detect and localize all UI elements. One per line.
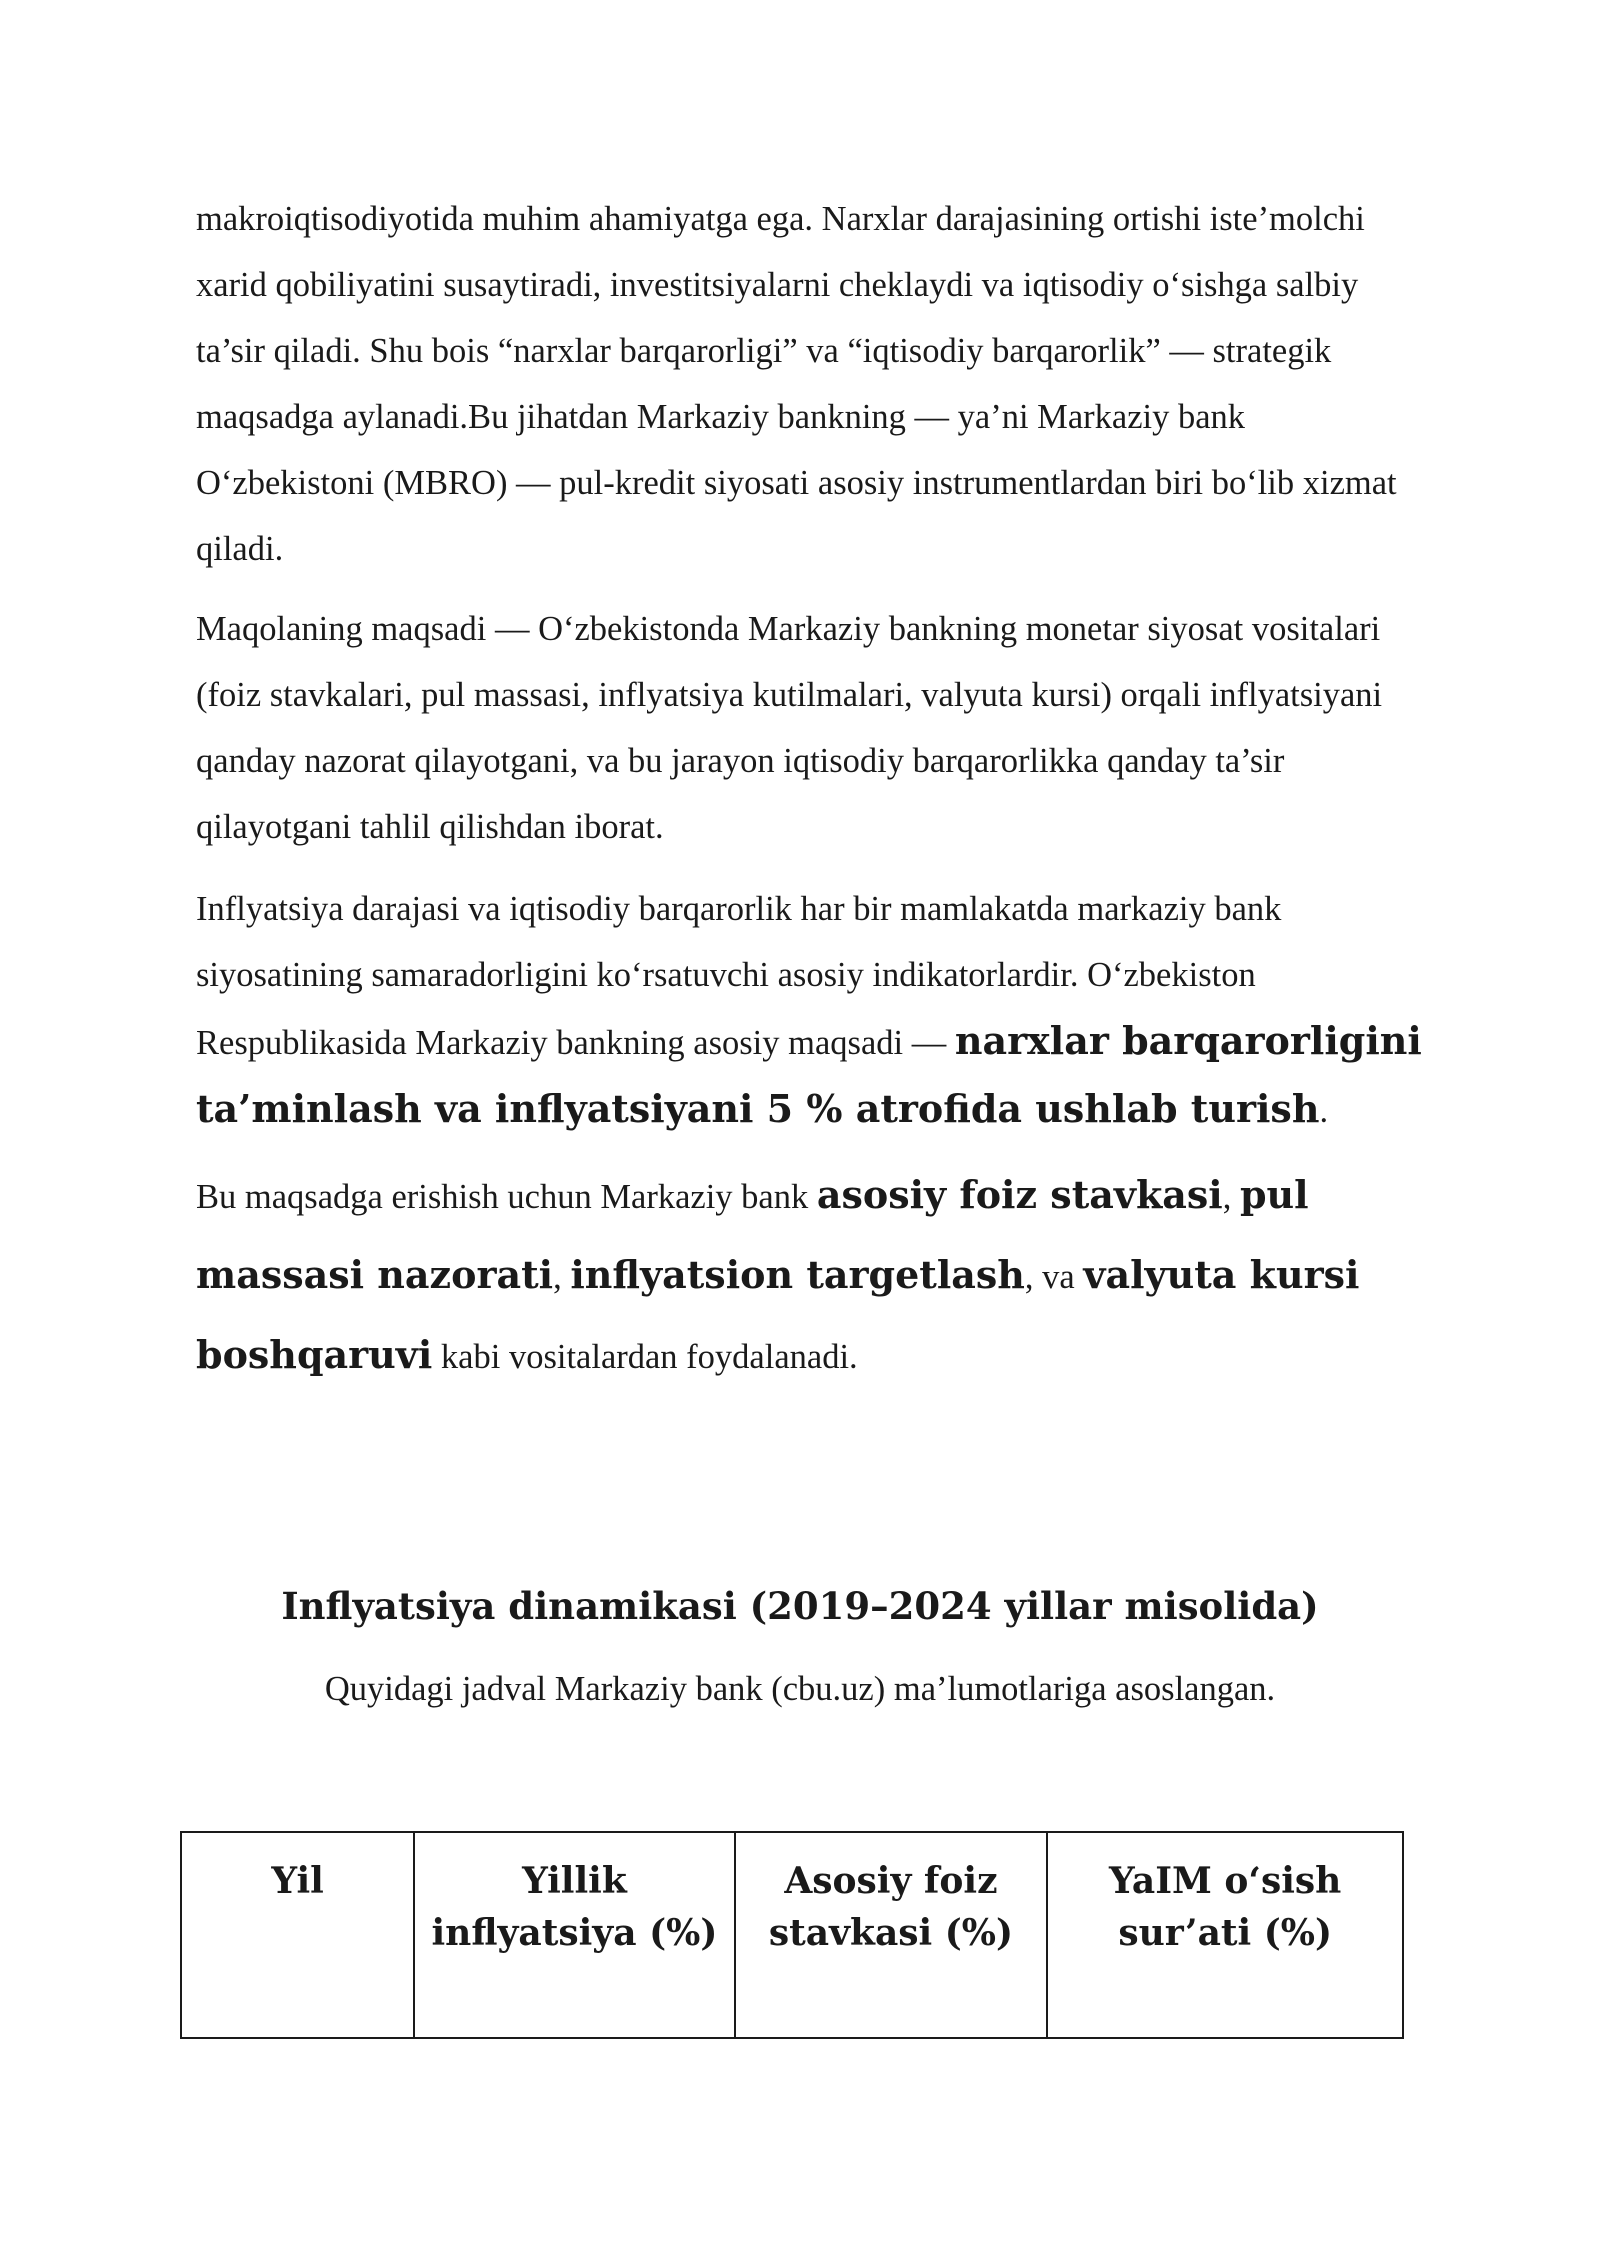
instrument-money-supply: pul massasi nazorati: [196, 1172, 1309, 1297]
inflation-table: [180, 1831, 1404, 2039]
instrument-policy-rate: asosiy foiz stavkasi: [816, 1172, 1223, 1217]
paragraph-indicators-end: .: [1319, 1092, 1329, 1130]
document-body: [196, 186, 1426, 1412]
instruments-sep-1: ,: [1222, 1178, 1240, 1216]
column-header-year: Yil: [181, 1832, 414, 2038]
paragraph-indicators: [196, 876, 1426, 1144]
section-title: Inflyatsiya dinamikasi (2019–2024 yillar misolida): [281, 1584, 1319, 1628]
instruments-sep-2: ,: [553, 1258, 571, 1296]
instruments-sep-3: , va: [1024, 1258, 1084, 1296]
paragraph-indicators-emphasis: narxlar barqarorligini ta’minlash va inflyatsiyani 5 % atrofida ushlab turish: [196, 1018, 1422, 1131]
paragraph-purpose: Maqolaning maqsadi — O‘zbekistonda Markaziy bankning monetar siyosat vositalari (foiz stavkalari, pul massasi, inflyatsiya kutilmalari, valyuta kursi) orqali inflyatsiyani qanday nazorat qilayotgani, va bu jarayon iqtisodiy barqarorlikka qanday ta’sir qilayotgani tahlil qilishdan iborat.: [196, 610, 1383, 846]
column-header-policy-rate: Asosiy foiz stavkasi (%): [735, 1832, 1048, 2038]
instrument-inflation-targeting: inflyatsion targetlash: [570, 1252, 1025, 1297]
column-header-gdp-growth: YaIM o‘sish sur’ati (%): [1047, 1832, 1403, 2038]
section-subtitle: Quyidagi jadval Markaziy bank (cbu.uz) ma’lumotlariga asoslangan.: [324, 1670, 1276, 1708]
instrument-exchange-rate: valyuta kursi boshqaruvi: [196, 1252, 1360, 1377]
paragraph-indicators-text: Inflyatsiya darajasi va iqtisodiy barqarorlik har bir mamlakatda markaziy bank siyosatining samaradorligini ko‘rsatuvchi asosiy indikatorlardir. O‘zbekiston Respublikasida Markaziy bankning asosiy maqsadi —: [196, 890, 1282, 1062]
paragraph-intro: makroiqtisodiyotida muhim ahamiyatga ega. Narxlar darajasining ortishi iste’molchi xarid qobiliyatini susaytiradi, investitsiyalarni cheklaydi va iqtisodiy o‘sishga salbiy ta’sir qiladi. Shu bois “narxlar barqarorligi” va “iqtisodiy barqarorlik” — strategik maqsadga aylanadi.Bu jihatdan Markaziy bankning — ya’ni Markaziy bank O‘zbekistoni (MBRO) — pul-kredit siyosati asosiy instrumentlardan biri bo‘lib xizmat qiladi.: [196, 200, 1397, 568]
instruments-tail: kabi vositalardan foydalanadi.: [432, 1338, 858, 1376]
table-header-row: [181, 1832, 1403, 2038]
column-header-inflation: Yillik inflyatsiya (%): [414, 1832, 734, 2038]
instruments-lead: Bu maqsadga erishish uchun Markaziy bank: [196, 1178, 817, 1216]
paragraph-instruments: [196, 1156, 1426, 1396]
